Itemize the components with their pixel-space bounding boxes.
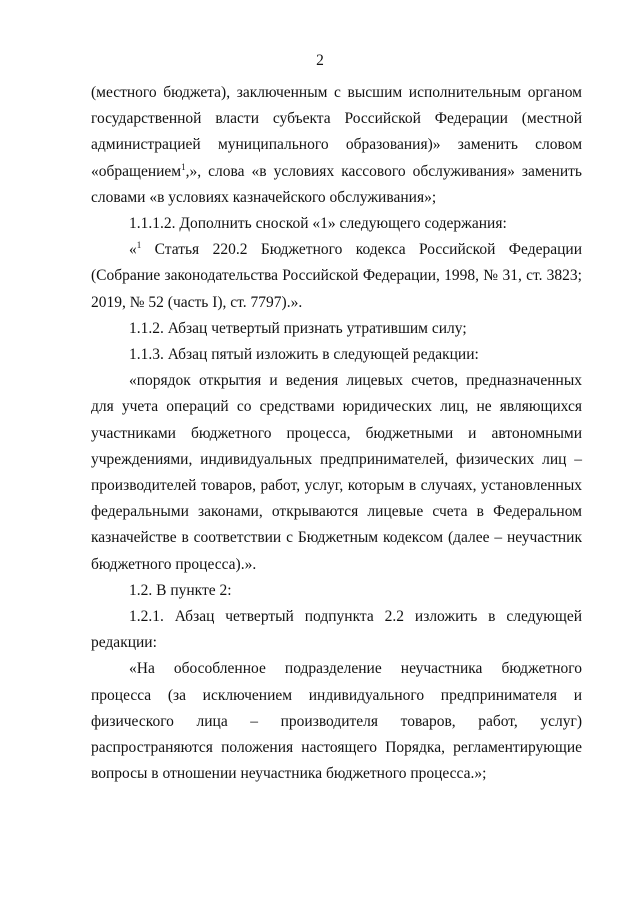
paragraph-text-tail: ,», слова «в условиях кассового обслуживания» заменить словами «в условиях казначейского обслуживания»;: [91, 162, 582, 206]
paragraph-1-1-2: 1.1.2. Абзац четвертый признать утратившим силу;: [129, 319, 467, 337]
paragraph-footnote-text: [91, 237, 582, 316]
paragraph-1-2-1: 1.2.1. Абзац четвертый подпункта 2.2 изложить в следующей редакции:: [91, 608, 582, 652]
paragraph-1-1-3: 1.1.3. Абзац пятый изложить в следующей редакции:: [129, 346, 479, 364]
document-body: [91, 80, 582, 787]
open-quote: «: [129, 241, 137, 259]
paragraph-1-1-1-2: 1.1.1.2. Дополнить сноской «1» следующего содержания:: [129, 215, 507, 233]
footnote-marker: 1: [181, 161, 186, 172]
footnote-marker: 1: [136, 240, 142, 251]
paragraph-quoted-order: «порядок открытия и ведения лицевых счетов, предназначенных для учета операций со средствами юридических лиц, не являющихся участниками бюджетного процесса, бюджетными и автономными учреждениями, индивидуальных предпринимателей, физических лиц – производителей товаров, работ, услуг, которым в случаях, установленных федеральными законами, открываются лицевые счета в Федеральном казначействе в соответствии с Бюджетным кодексом (далее – неучастник бюджетного процесса).».: [91, 372, 582, 573]
paragraph-continuation: [91, 80, 582, 211]
page-number: 2: [316, 52, 324, 69]
paragraph-1-2: 1.2. В пункте 2:: [129, 581, 232, 599]
footnote-body: Статья 220.2 Бюджетного кодекса Российской Федерации (Собрание законодательства Российской Федерации, 1998, № 31, ст. 3823; 2019, № 52 (часть I), ст. 7797).».: [91, 241, 582, 311]
paragraph-quoted-subdivision: «На обособленное подразделение неучастника бюджетного процесса (за исключением индивидуального предпринимателя и физического лица – производителя товаров, работ, услуг) распространяются положения настоящего Порядка, регламентирующие вопросы в отношении неучастника бюджетного процесса.»;: [91, 660, 582, 783]
paragraph-text: (местного бюджета), заключенным с высшим исполнительным органом государственной власти субъекта Российской Федерации (местной администрацией муниципального образования)» заменить словом «обращением: [91, 84, 582, 180]
